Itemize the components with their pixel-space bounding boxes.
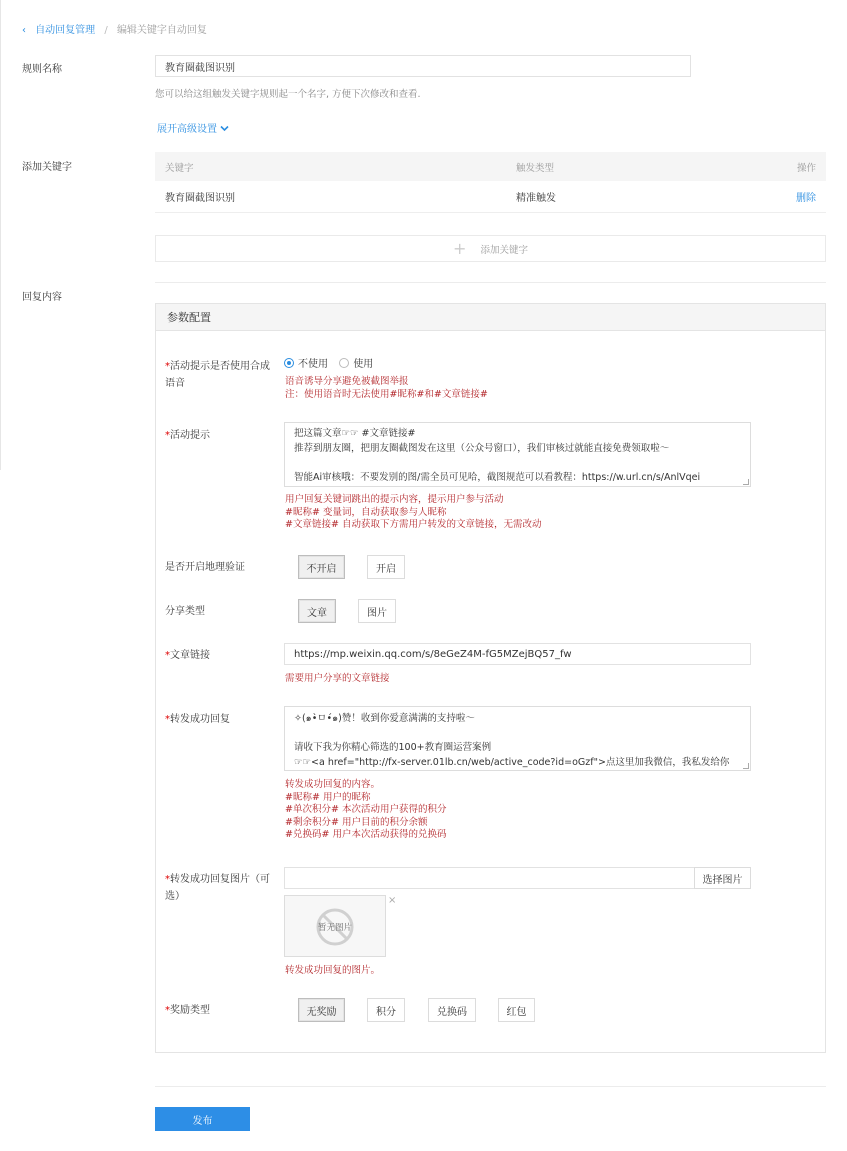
publish-button[interactable]: 发布	[155, 1107, 250, 1131]
column-keyword: 关键字	[165, 162, 194, 174]
textarea-line: 把这篇文章☞☞ #文章链接#	[294, 428, 416, 439]
chevron-down-icon	[220, 125, 229, 132]
reward-points-button[interactable]: 积分	[367, 998, 405, 1022]
no-image-placeholder: 暂无图片	[317, 923, 352, 933]
section-divider	[155, 282, 826, 283]
voice-option-off[interactable]: 不使用	[284, 359, 328, 370]
delete-button[interactable]: 删除	[796, 193, 816, 204]
voice-option-on[interactable]: 使用	[339, 359, 373, 370]
success-reply-textarea[interactable]	[284, 706, 751, 771]
panel-title: 参数配置	[156, 304, 825, 331]
keyword-table	[155, 152, 826, 213]
table-row	[155, 181, 826, 213]
rule-name-label: 规则名称	[22, 64, 62, 75]
reward-none-button[interactable]: 无奖励	[298, 998, 345, 1022]
activity-tip-textarea[interactable]	[284, 422, 751, 487]
success-reply-note: #昵称# 用户的昵称	[285, 791, 371, 803]
geo-off-button[interactable]: 不开启	[298, 555, 345, 579]
select-image-button[interactable]: 选择图片	[694, 867, 751, 889]
keyword-cell: 教育圈截图识别	[165, 193, 235, 204]
article-link-value: https://mp.weixin.qq.com/s/8eGeZ4M-fG5MZejBQ57_fw	[294, 648, 572, 660]
advanced-settings-link[interactable]	[157, 120, 229, 135]
footer-divider	[155, 1086, 826, 1087]
success-reply-note: 转发成功回复的内容。	[285, 779, 381, 790]
success-reply-note: #剩余积分# 用户目前的积分余额	[285, 816, 428, 828]
chevron-left-icon[interactable]: ‹	[22, 25, 26, 36]
textarea-line: 智能Ai审核哦：不要发别的图/需全员可见哈，截图规范可以看教程：https://w.url.cn/s/AnlVqei	[294, 471, 701, 483]
breadcrumb-current: 编辑关键字自动回复	[116, 25, 207, 36]
textarea-line: ☞☞<a href="http://fx-server.01lb.cn/web/active_code?id=oGzf">点这里加我微信，我私发给你	[294, 756, 730, 768]
success-reply-note: #兑换码# 用户本次活动获得的兑换码	[285, 829, 447, 840]
share-type-label: 分享类型	[165, 606, 205, 617]
rule-name-input[interactable]	[155, 55, 691, 77]
voice-notes	[285, 376, 488, 401]
left-edge-line	[0, 0, 1, 470]
textarea-line: 请收下我为你精心筛选的100+教育圈运营案例	[294, 742, 492, 753]
voice-label: *活动提示是否使用合成语音	[165, 361, 270, 389]
breadcrumb-parent[interactable]: 自动回复管理	[35, 25, 96, 36]
add-keyword-button[interactable]	[155, 235, 826, 262]
textarea-line: ✧(๑•̀ㅁ•́๑)赞！收到你爱意满满的支持啦～	[294, 713, 475, 724]
voice-note: 注：使用语音时无法使用#昵称#和#文章链接#	[285, 388, 488, 400]
article-link-label: *文章链接	[165, 650, 210, 661]
success-image-note: 转发成功回复的图片。	[285, 965, 381, 976]
article-link-input[interactable]	[284, 643, 751, 665]
textarea-line	[294, 727, 741, 742]
resize-handle-icon[interactable]	[743, 479, 749, 485]
textarea-line: 推荐到朋友圈，把朋友圈截图发在这里（公众号窗口），我们审核过就能直接免费领取啦～	[294, 442, 670, 454]
column-action: 操作	[796, 162, 816, 174]
success-reply-label: *转发成功回复	[165, 714, 230, 725]
activity-tip-note: 用户回复关键词跳出的提示内容，提示用户参与活动	[285, 494, 504, 505]
success-reply-notes	[285, 779, 446, 842]
geo-label: 是否开启地理验证	[165, 562, 245, 573]
radio-unchecked-icon	[339, 358, 349, 368]
add-keyword-button-label: 添加关键字	[480, 244, 528, 256]
success-image-path-input[interactable]	[284, 867, 695, 889]
share-image-button[interactable]: 图片	[358, 599, 396, 623]
breadcrumb-separator: /	[104, 25, 108, 36]
success-reply-note: #单次积分# 本次活动用户获得的积分	[285, 804, 447, 815]
reward-type-label: *奖励类型	[165, 1005, 210, 1016]
activity-tip-notes	[285, 494, 541, 532]
share-article-button[interactable]: 文章	[298, 599, 336, 623]
image-preview	[284, 895, 386, 957]
advanced-settings-label: 展开高级设置	[157, 124, 217, 135]
activity-tip-note: #文章链接# 自动获取下方需用户转发的文章链接，无需改动	[285, 519, 542, 530]
article-link-note: 需要用户分享的文章链接	[285, 673, 390, 684]
breadcrumb	[22, 21, 207, 36]
add-keyword-label: 添加关键字	[22, 162, 72, 173]
param-config-panel	[155, 303, 826, 1053]
voice-note: 语音诱导分享避免被截图举报	[285, 376, 409, 387]
radio-checked-icon	[284, 358, 294, 368]
trigger-cell: 精准触发	[516, 193, 556, 204]
resize-handle-icon[interactable]	[743, 763, 749, 769]
textarea-line	[294, 456, 741, 471]
plus-icon: +	[453, 238, 467, 258]
reply-content-label: 回复内容	[22, 292, 62, 303]
keyword-table-header	[155, 152, 826, 181]
column-trigger-type: 触发类型	[516, 162, 555, 174]
activity-tip-note: #昵称# 变量词，自动获取参与人昵称	[285, 506, 447, 518]
geo-on-button[interactable]: 开启	[367, 555, 405, 579]
voice-radio-group	[284, 355, 373, 370]
reward-code-button[interactable]: 兑换码	[428, 998, 476, 1022]
rule-name-value: 教育圈截图识别	[165, 62, 235, 74]
remove-image-icon[interactable]: ×	[388, 895, 397, 906]
rule-name-hint: 您可以给这组触发关键字规则起一个名字, 方便下次修改和查看.	[155, 89, 421, 100]
activity-tip-label: *活动提示	[165, 430, 210, 441]
success-image-label: *转发成功回复图片（可选）	[165, 874, 270, 902]
reward-redpacket-button[interactable]: 红包	[498, 998, 535, 1022]
